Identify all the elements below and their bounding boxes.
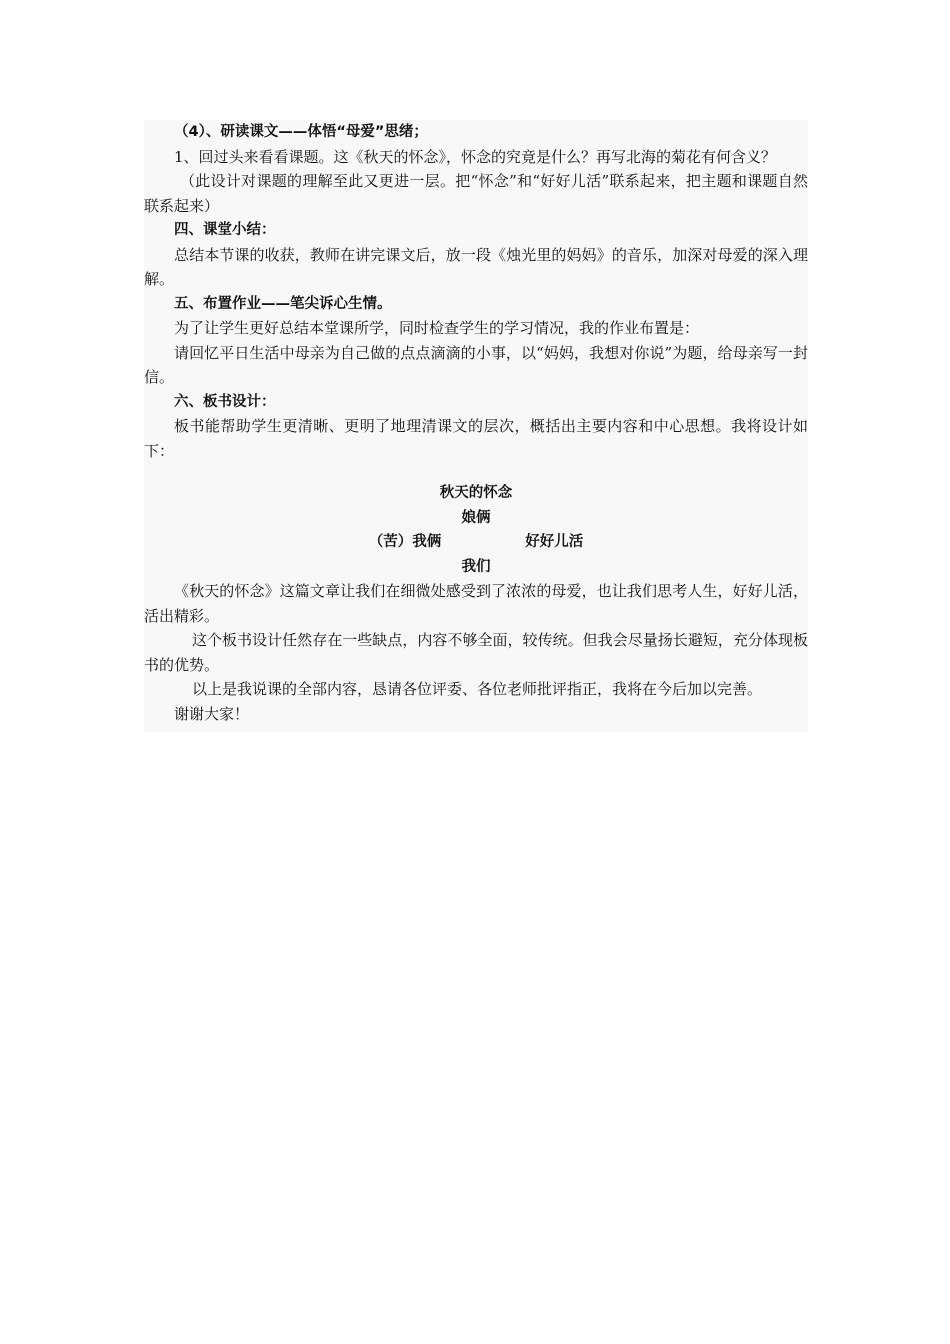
board-line-3: 我们 [461, 558, 491, 575]
closing-paragraph-b: 这个板书设计任然存在一些缺点，内容不够全面，较传统。但我会尽量扬长避短，充分体现板书的优势。 [144, 631, 808, 674]
section-board-heading: 六、板书设计： [174, 393, 276, 410]
board-title: 秋天的怀念 [439, 485, 513, 501]
section-homework-heading: 五、布置作业——笔尖诉心生情。 [174, 295, 392, 312]
board-line-2-right: 好好儿活 [525, 534, 584, 550]
closing-paragraph-a: 《秋天的怀念》这篇文章让我们在细微处感受到了浓浓的母爱，也让我们思考人生，好好儿活，活出精彩。 [144, 582, 808, 625]
board-line-1: 娘俩 [461, 509, 491, 526]
subsection-heading: （4）、研读课文——体悟“母爱”思绪； [174, 124, 428, 140]
board-line-2-left: （苦）我俩 [368, 534, 442, 550]
homework-task: 请回忆平日生活中母亲为自己做的点点滴滴的小事，以“妈妈，我想对你说”为题，给母亲写一封信。 [144, 343, 808, 386]
document-body [144, 120, 808, 732]
design-note: （此设计对课题的理解至此又更进一层。把“怀念”和“好好儿活”联系起来，把主题和课题自然联系起来） [144, 172, 808, 215]
closing-paragraph-c: 以上是我说课的全部内容，恳请各位评委、各位老师批评指正，我将在今后加以完善。 [192, 680, 763, 698]
section-summary-text: 总结本节课的收获，教师在讲完课文后，放一段《烛光里的妈妈》的音乐，加深对母爱的深入理解。 [144, 245, 808, 288]
homework-intro: 为了让学生更好总结本堂课所学，同时检查学生的学习情况，我的作业布置是： [174, 319, 700, 337]
board-line-2 [144, 530, 808, 555]
question-paragraph: 1、回过头来看看课题。这《秋天的怀念》，怀念的究竟是什么？再写北海的菊花有何含义？ [174, 147, 777, 166]
blackboard-design [144, 481, 808, 579]
thanks-line: 谢谢大家！ [174, 704, 250, 723]
section-summary-heading: 四、课堂小结： [174, 222, 276, 238]
board-intro: 板书能帮助学生更清晰、更明了地理清课文的层次，概括出主要内容和中心思想。我将设计如下： [144, 417, 808, 460]
